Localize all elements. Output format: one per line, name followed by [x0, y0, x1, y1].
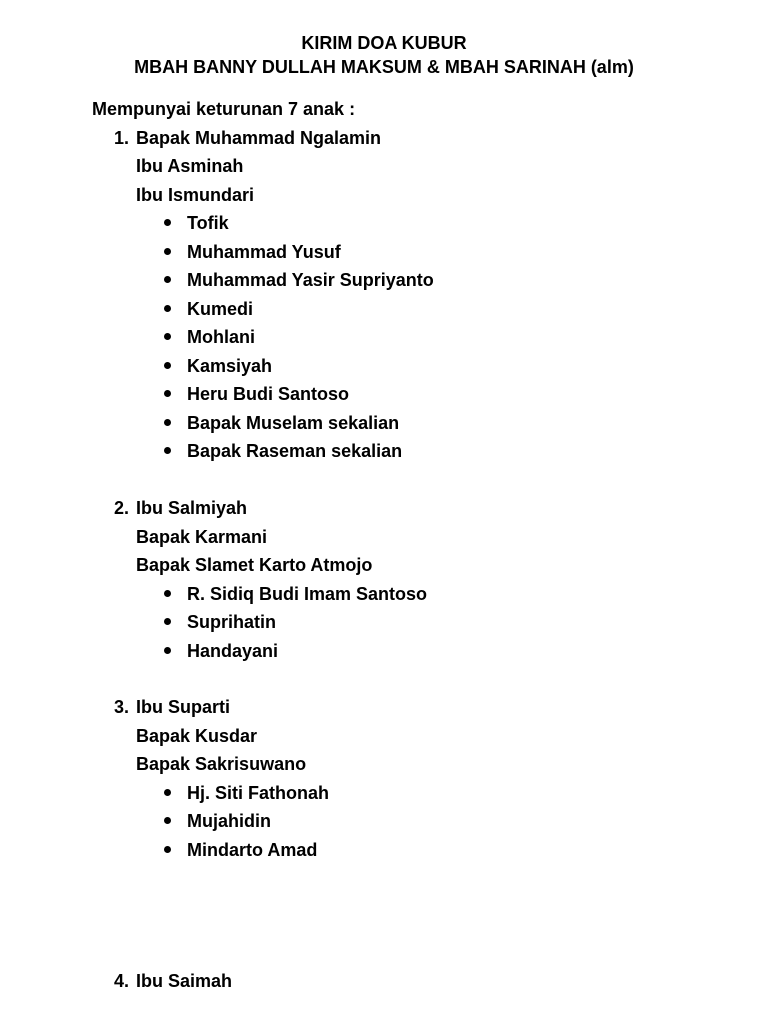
descendant-name: Mohlani — [187, 327, 255, 347]
spouse-name: Bapak Kusdar — [136, 726, 258, 746]
list-item — [164, 383, 349, 405]
bullet-icon — [164, 305, 171, 312]
list-item — [164, 212, 229, 234]
intro-text: Mempunyai keturunan 7 anak : — [92, 99, 356, 119]
bullet-icon — [164, 333, 171, 340]
descendant-name: Suprihatin — [187, 612, 276, 632]
bullet-icon — [164, 248, 171, 255]
child-number: 2. — [114, 498, 130, 518]
descendant-name: Kamsiyah — [187, 356, 273, 376]
descendant-name: Bapak Muselam sekalian — [187, 413, 400, 433]
child-name: Ibu Salmiyah — [136, 498, 248, 518]
child-number: 3. — [114, 697, 130, 717]
descendant-name: R. Sidiq Budi Imam Santoso — [187, 584, 428, 604]
list-item — [164, 269, 434, 291]
list-item — [164, 810, 271, 832]
bullet-icon — [164, 590, 171, 597]
child-name: Ibu Suparti — [136, 697, 230, 717]
descendant-name: Mindarto Amad — [187, 840, 318, 860]
descendant-name: Handayani — [187, 641, 279, 661]
bullet-icon — [164, 817, 171, 824]
list-item — [164, 782, 329, 804]
descendant-name: Muhammad Yusuf — [187, 242, 341, 262]
list-item — [164, 640, 278, 662]
descendant-name: Muhammad Yasir Supriyanto — [187, 270, 434, 290]
descendant-name: Kumedi — [187, 299, 254, 319]
spouse-name: Ibu Asminah — [136, 156, 244, 176]
spouse-name: Ibu Ismundari — [136, 185, 255, 205]
bullet-icon — [164, 447, 171, 454]
child-number: 4. — [114, 971, 130, 991]
child-name: Bapak Muhammad Ngalamin — [136, 128, 382, 148]
bullet-icon — [164, 846, 171, 853]
list-item — [164, 839, 317, 861]
descendant-name: Mujahidin — [187, 811, 271, 831]
list-item — [164, 326, 255, 348]
bullet-icon — [164, 390, 171, 397]
descendant-name: Heru Budi Santoso — [187, 384, 350, 404]
spouse-name: Bapak Slamet Karto Atmojo — [136, 555, 373, 575]
list-item — [164, 412, 399, 434]
bullet-icon — [164, 219, 171, 226]
list-item — [164, 241, 341, 263]
bullet-icon — [164, 647, 171, 654]
child-number: 1. — [114, 128, 130, 148]
list-item — [164, 355, 272, 377]
bullet-icon — [164, 419, 171, 426]
title-line-1: KIRIM DOA KUBUR — [301, 33, 467, 53]
descendant-name: Tofik — [187, 213, 229, 233]
bullet-icon — [164, 789, 171, 796]
spouse-name: Bapak Karmani — [136, 527, 268, 547]
bullet-icon — [164, 362, 171, 369]
child-name: Ibu Saimah — [136, 971, 233, 991]
bullet-icon — [164, 276, 171, 283]
spouse-name: Bapak Sakrisuwano — [136, 754, 307, 774]
bullet-icon — [164, 618, 171, 625]
list-item — [164, 611, 276, 633]
descendant-name: Hj. Siti Fathonah — [187, 783, 329, 803]
list-item — [164, 298, 253, 320]
title-line-2: MBAH BANNY DULLAH MAKSUM & MBAH SARINAH (alm) — [134, 57, 634, 77]
descendant-name: Bapak Raseman sekalian — [187, 441, 403, 461]
list-item — [164, 583, 427, 605]
list-item — [164, 440, 402, 462]
